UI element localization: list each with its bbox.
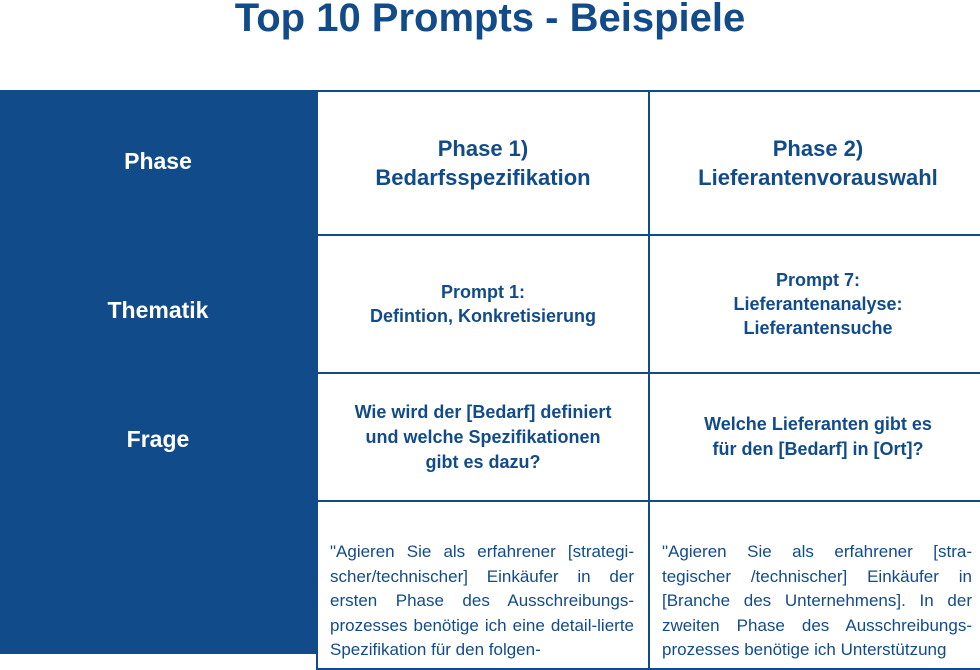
prompt-text-2: "Agieren Sie als erfahrener [stra-tegischer /technischer] Einkäufer in [Branche des Unternehmens]. In der zweiten Phase des Ausschreibungs-prozesses benötige ich Unterstützung bbox=[662, 542, 972, 660]
phase-text-2: Phase 2) Lieferantenvorauswahl bbox=[698, 136, 938, 190]
prompts-table bbox=[0, 90, 980, 660]
phase-cell-2 bbox=[648, 90, 980, 236]
frage-text-1: Wie wird der [Bedarf] definiert und welche Spezifikationen gibt es dazu? bbox=[354, 401, 612, 472]
prompt-cell-1 bbox=[316, 500, 650, 670]
row-label-phase: Phase bbox=[124, 148, 192, 174]
frage-cell-2 bbox=[648, 372, 980, 502]
label-column bbox=[0, 90, 316, 654]
row-label-thematik: Thematik bbox=[107, 297, 209, 323]
frage-cell-1 bbox=[316, 372, 650, 502]
page-title: Top 10 Prompts - Beispiele bbox=[234, 0, 746, 40]
thematik-cell-1 bbox=[316, 234, 650, 374]
thematik-text-2: Prompt 7: Lieferantenanalyse: Lieferantensuche bbox=[733, 270, 903, 338]
prompt-text-1: "Agieren Sie als erfahrener [strategi-scher/technischer] Einkäufer in der ersten Phase des Ausschreibungs-prozesses benötige ich eine detail-lierte Spezifikation für den folgen- bbox=[330, 542, 634, 660]
row-label-frage: Frage bbox=[126, 426, 190, 452]
prompt-cell-2 bbox=[648, 500, 980, 670]
thematik-text-1: Prompt 1: Defintion, Konkretisierung bbox=[369, 282, 596, 326]
thematik-cell-2 bbox=[648, 234, 980, 374]
phase-cell-1 bbox=[316, 90, 650, 236]
phase-text-1: Phase 1) Bedarfsspezifikation bbox=[375, 136, 591, 190]
frage-text-2: Welche Lieferanten gibt es für den [Bedarf] in [Ort]? bbox=[704, 414, 932, 459]
